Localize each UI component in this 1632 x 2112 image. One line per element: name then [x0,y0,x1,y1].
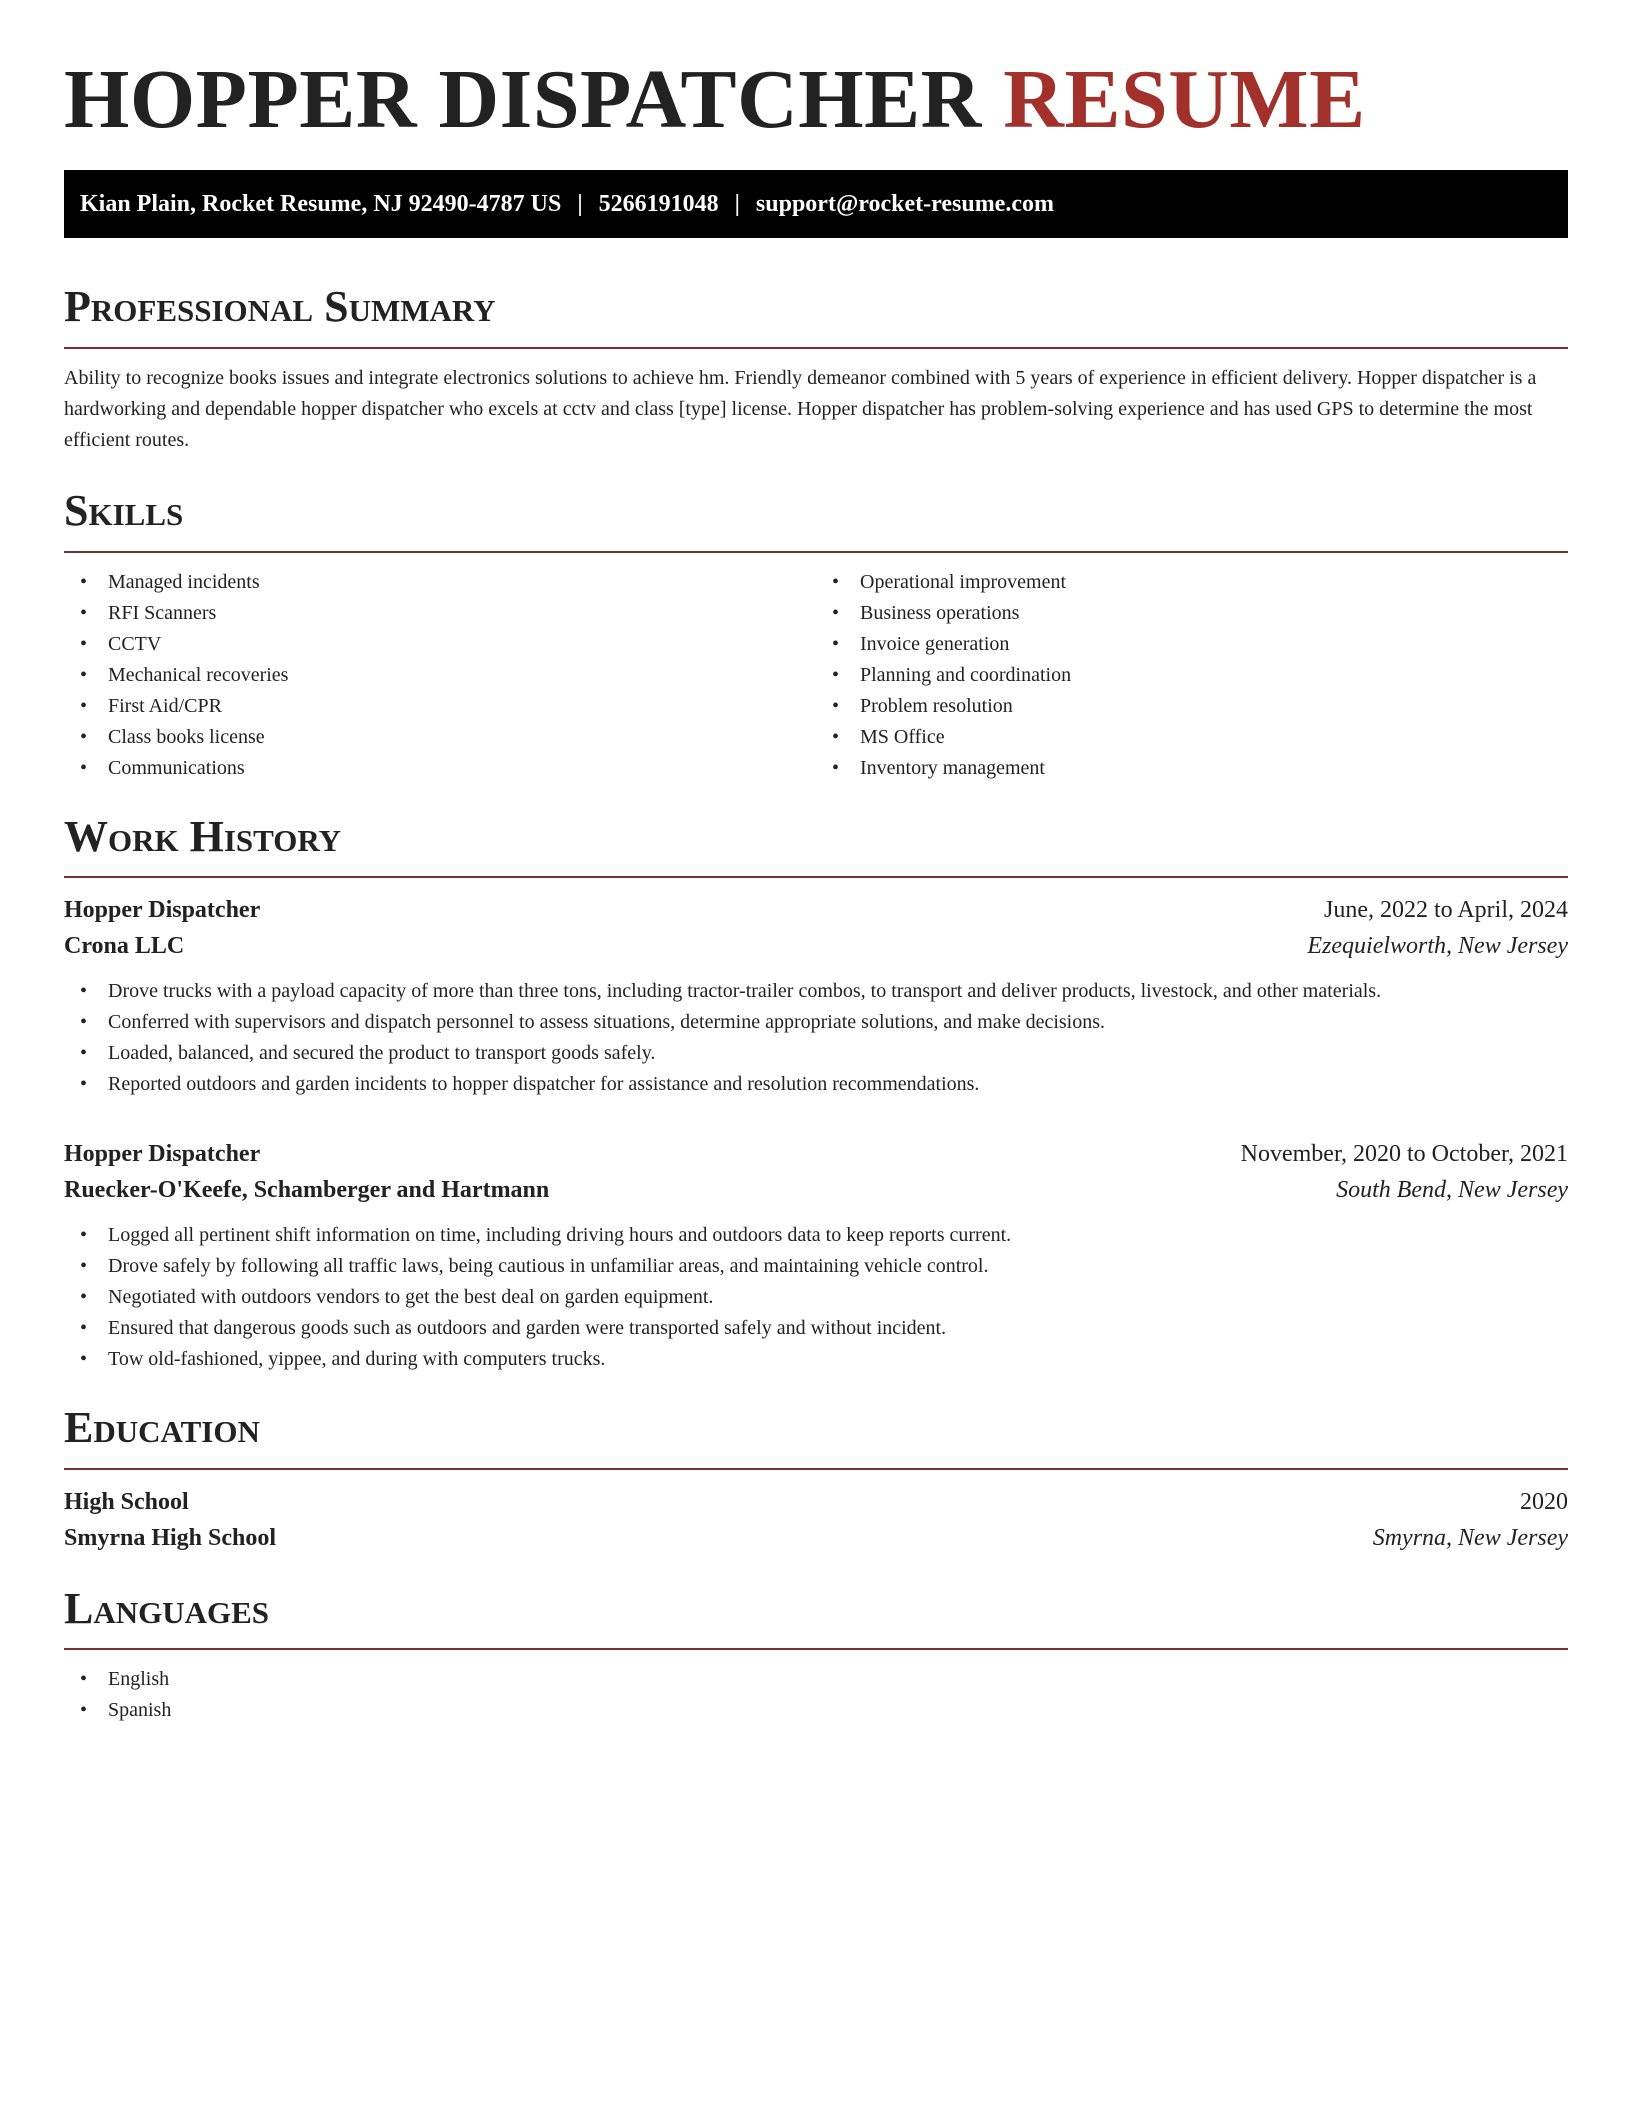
languages-list [64,1664,1568,1726]
education-degree-row [64,1484,1568,1520]
job-title: Hopper Dispatcher [64,897,261,924]
section-heading-education: Education [64,1403,260,1453]
skills-list-right [816,567,1568,784]
job-duty-item: • Drove trucks with a payload capacity of more than three tons, including tractor-trailer combos, to transport and deliver products, livestock, and other materials. [64,976,1568,1007]
summary-text: Ability to recognize books issues and integrate electronics solutions to achieve hm. Friendly demeanor combined with 5 years of experience in efficient delivery. Hopper dispatcher is a hardworking and dependable hopper dispatcher who excels at cctv and class [type] license. Hopper dispatcher has problem-solving experience and has used GPS to determine the most efficient routes. [64,366,1537,451]
job-location: Ezequielworth, New Jersey [1307,933,1568,960]
summary-section [64,282,1568,456]
job-company-row [64,928,1568,964]
section-heading-work-history: Work History [64,811,342,861]
job-company: Crona LLC [64,933,185,960]
section-divider [64,1468,1568,1470]
skill-item: • Problem resolution [816,691,1568,722]
work-history-section [64,812,1568,1376]
job-duty-item: • Negotiated with outdoors vendors to get the best deal on garden equipment. [64,1282,1568,1313]
job-company-row [64,1172,1568,1208]
language-item: • Spanish [64,1695,1568,1726]
job-dates: November, 2020 to October, 2021 [1240,1141,1568,1168]
job-duty-item: • Reported outdoors and garden incidents to hopper dispatcher for assistance and resolution recommendations. [64,1069,1568,1100]
contact-separator: | [734,190,740,217]
job-duty-item: • Conferred with supervisors and dispatch personnel to assess situations, determine appropriate solutions, and make decisions. [64,1007,1568,1038]
education-section [64,1403,1568,1556]
job-duty-item: • Loaded, balanced, and secured the product to transport goods safely. [64,1038,1568,1069]
job-duty-item: • Drove safely by following all traffic laws, being cautious in unfamiliar areas, and maintaining vehicle control. [64,1251,1568,1282]
job-duty-item: • Ensured that dangerous goods such as outdoors and garden were transported safely and without incident. [64,1313,1568,1344]
job-dates: June, 2022 to April, 2024 [1324,897,1568,924]
job-entry [64,892,1568,1100]
skill-item: • RFI Scanners [64,598,816,629]
job-duties-list [64,976,1568,1100]
job-title: Hopper Dispatcher [64,1141,261,1168]
section-heading-languages: Languages [64,1583,270,1633]
contact-bar [64,170,1568,238]
contact-phone: 5266191048 [598,190,719,217]
section-divider [64,876,1568,878]
skills-grid [64,567,1568,784]
job-header-row [64,892,1568,928]
resume-title-accent: RESUME [1003,53,1366,146]
skill-item: • Invoice generation [816,629,1568,660]
skill-item: • Class books license [64,722,816,753]
contact-email: support@rocket-resume.com [755,190,1054,217]
skill-item: • Business operations [816,598,1568,629]
skills-column-right [816,567,1568,784]
skill-item: • MS Office [816,722,1568,753]
skill-item: • Planning and coordination [816,660,1568,691]
job-duty-item: • Logged all pertinent shift information on time, including driving hours and outdoors data to keep reports current. [64,1220,1568,1251]
job-header-row [64,1136,1568,1172]
section-heading-summary: Professional Summary [64,282,496,332]
education-school-row [64,1520,1568,1556]
job-duties-list [64,1220,1568,1375]
section-divider [64,1648,1568,1650]
job-duty-item: • Tow old-fashioned, yippee, and during with computers trucks. [64,1344,1568,1375]
section-heading-skills: Skills [64,485,184,535]
contact-separator: | [577,190,583,217]
job-location: South Bend, New Jersey [1336,1177,1568,1204]
resume-title [64,54,1568,146]
job-company: Ruecker-O'Keefe, Schamberger and Hartmann [64,1177,550,1204]
skill-item: • Inventory management [816,753,1568,784]
language-item: • English [64,1664,1568,1695]
skills-column-left [64,567,816,784]
skill-item: • Mechanical recoveries [64,660,816,691]
section-divider [64,347,1568,349]
skill-item: • First Aid/CPR [64,691,816,722]
education-school: Smyrna High School [64,1524,277,1551]
education-degree: High School [64,1488,189,1515]
education-location: Smyrna, New Jersey [1372,1524,1568,1551]
resume-title-main: HOPPER DISPATCHER [64,53,982,146]
education-year: 2020 [1520,1488,1568,1515]
skill-item: • Communications [64,753,816,784]
skills-list-left [64,567,816,784]
skill-item: • CCTV [64,629,816,660]
languages-section [64,1584,1568,1727]
skill-item: • Managed incidents [64,567,816,598]
contact-address: Kian Plain, Rocket Resume, NJ 92490-4787 US [80,190,562,217]
skill-item: • Operational improvement [816,567,1568,598]
job-entry [64,1136,1568,1375]
section-divider [64,551,1568,553]
skills-section [64,486,1568,784]
